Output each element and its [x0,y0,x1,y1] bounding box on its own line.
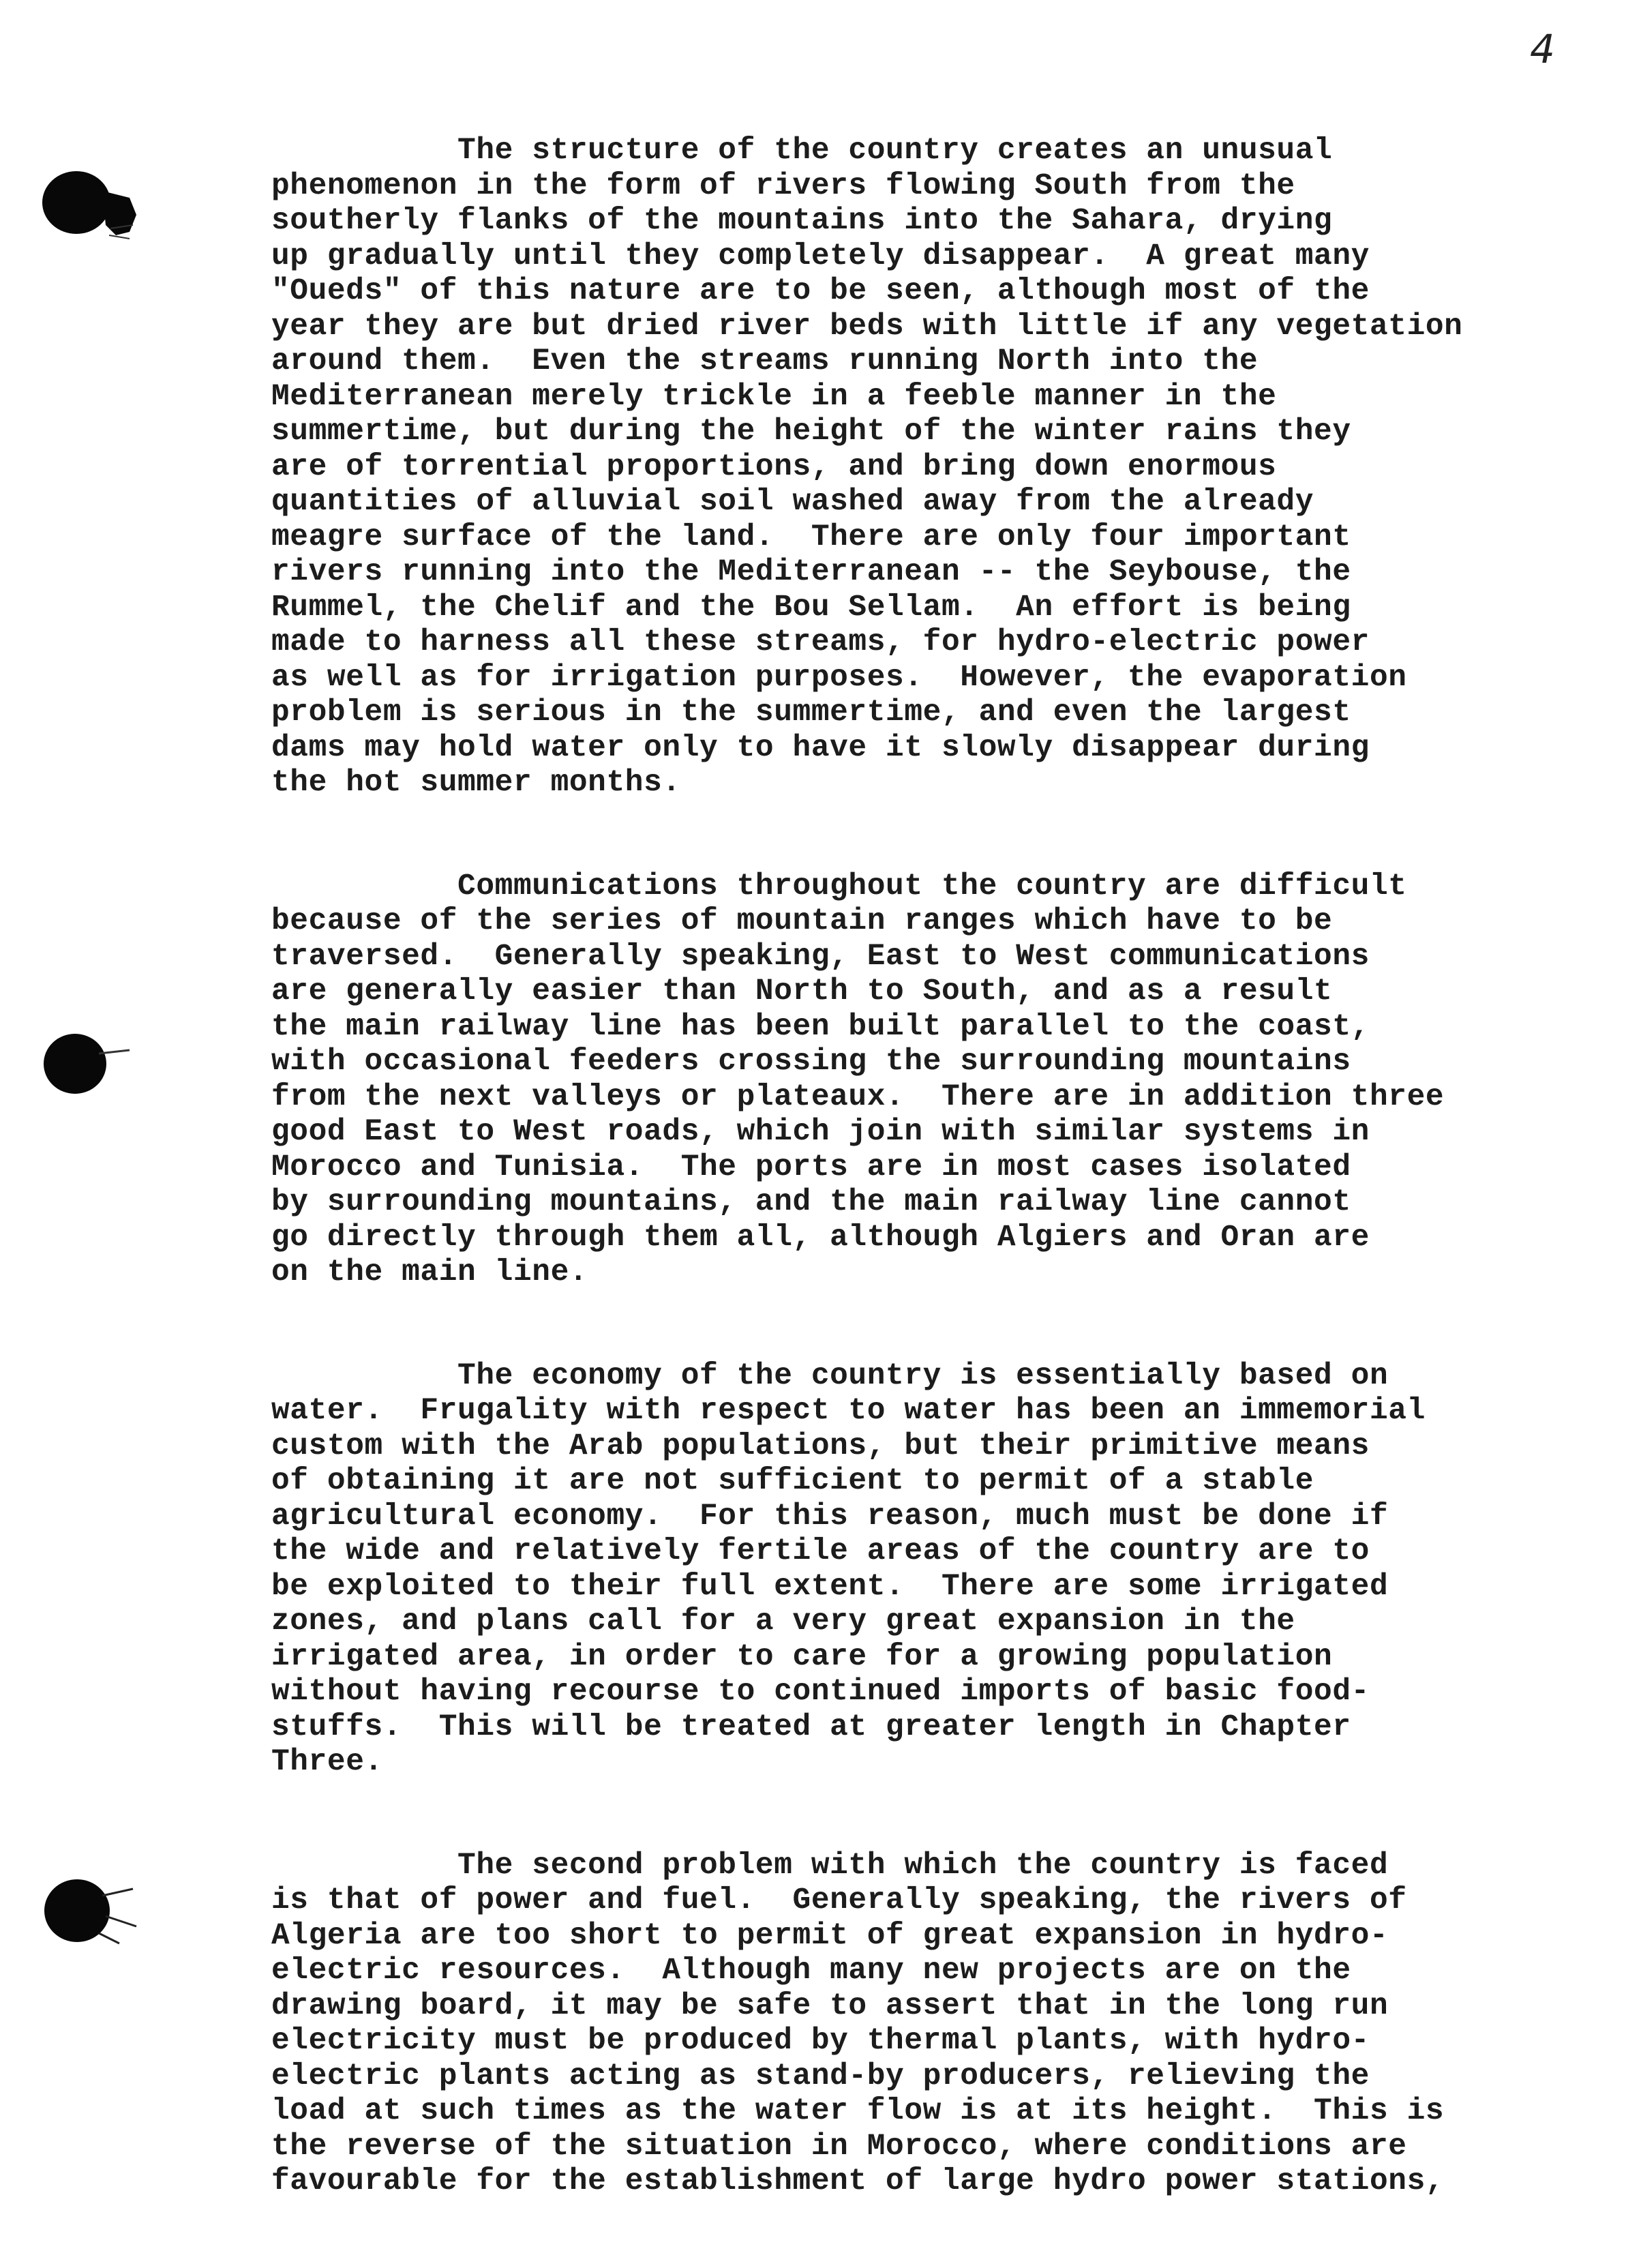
text-line: year they are but dried river beds with little if any vegetation [271,309,1463,344]
text-line: custom with the Arab populations, but their primitive means [271,1429,1370,1463]
text-line: meagre surface of the land. There are only four important [271,520,1351,554]
text-line: Algeria are too short to permit of great expansion in hydro- [271,1918,1389,1953]
text-line: with occasional feeders crossing the surrounding mountains [271,1045,1351,1079]
text-line: Three. [271,1745,383,1779]
text-line: made to harness all these streams, for hydro-electric power [271,625,1370,659]
paragraph-economy [271,1359,1614,1780]
text-line: drawing board, it may be safe to assert that in the long run [271,1988,1389,2023]
text-line: is that of power and fuel. Generally speaking, the rivers of [271,1883,1407,1918]
text-line: favourable for the establishment of large hydro power stations, [271,2164,1445,2198]
text-line: rivers running into the Mediterranean -- the Seybouse, the [271,555,1351,589]
paragraph-rivers [271,134,1614,801]
page-number: 4 [1530,26,1555,72]
paragraph-communications [271,869,1614,1291]
punch-hole-middle [37,1023,140,1111]
text-line: because of the series of mountain ranges which have to be [271,904,1333,938]
text-line: the main railway line has been built parallel to the coast, [271,1009,1370,1044]
text-line: "Oueds" of this nature are to be seen, although most of the [271,274,1370,308]
text-line: Rummel, the Chelif and the Bou Sellam. An effort is being [271,590,1351,625]
text-line: electric plants acting as stand-by producers, relieving the [271,2059,1370,2093]
text-line: agricultural economy. For this reason, much must be done if [271,1499,1389,1534]
text-line: are generally easier than North to South, and as a result [271,974,1333,1009]
text-line: quantities of alluvial soil washed away from the already [271,485,1314,519]
text-line: The economy of the country is essentially based on [271,1358,1389,1393]
text-line: phenomenon in the form of rivers flowing South from the [271,168,1295,203]
text-line: are of torrential proportions, and bring down enormous [271,449,1277,484]
text-line: on the main line. [271,1255,588,1289]
text-line: traversed. Generally speaking, East to West communications [271,939,1370,974]
text-line: up gradually until they completely disappear. A great many [271,239,1370,273]
text-line: good East to West roads, which join with similar systems in [271,1115,1370,1149]
text-line: The second problem with which the country is faced [271,1848,1389,1883]
document-body [271,134,1614,2268]
text-line: go directly through them all, although Algiers and Oran are [271,1220,1370,1255]
text-line: irrigated area, in order to care for a growing population [271,1639,1333,1674]
text-line: problem is serious in the summertime, and even the largest [271,696,1351,730]
paragraph-power-fuel [271,1849,1614,2200]
text-line: of obtaining it are not sufficient to permit of a stable [271,1464,1314,1498]
text-line: southerly flanks of the mountains into the Sahara, drying [271,204,1333,238]
text-line: from the next valleys or plateaux. There are in addition three [271,1079,1445,1114]
text-line: zones, and plans call for a very great expansion in the [271,1605,1295,1639]
text-line: water. Frugality with respect to water has been an immemorial [271,1394,1426,1428]
text-line: be exploited to their full extent. There are some irrigated [271,1569,1389,1604]
text-line: Communications throughout the country are difficult [271,869,1407,904]
punch-hole-top [34,160,136,249]
text-line: summertime, but during the height of the winter rains they [271,415,1351,449]
text-line: by surrounding mountains, and the main railway line cannot [271,1185,1351,1219]
text-line: around them. Even the streams running North into the [271,344,1259,378]
text-line: electricity must be produced by thermal plants, with hydro- [271,2024,1370,2058]
text-line: dams may hold water only to have it slowly disappear during [271,730,1370,765]
text-line: stuffs. This will be treated at greater length in Chapter [271,1710,1351,1744]
text-line: The structure of the country creates an unusual [271,134,1333,168]
text-line: load at such times as the water flow is at its height. This is [271,2094,1445,2128]
text-line: Mediterranean merely trickle in a feeble manner in the [271,379,1277,414]
punch-hole-bottom [37,1868,140,1957]
text-line: electric resources. Although many new projects are on the [271,1954,1351,1988]
text-line: Morocco and Tunisia. The ports are in most cases isolated [271,1150,1351,1184]
text-line: the hot summer months. [271,766,681,800]
text-line: the wide and relatively fertile areas of the country are to [271,1534,1370,1568]
text-line: as well as for irrigation purposes. However, the evaporation [271,660,1407,695]
text-line: without having recourse to continued imports of basic food- [271,1675,1370,1709]
text-line: the reverse of the situation in Morocco, where conditions are [271,2129,1407,2164]
